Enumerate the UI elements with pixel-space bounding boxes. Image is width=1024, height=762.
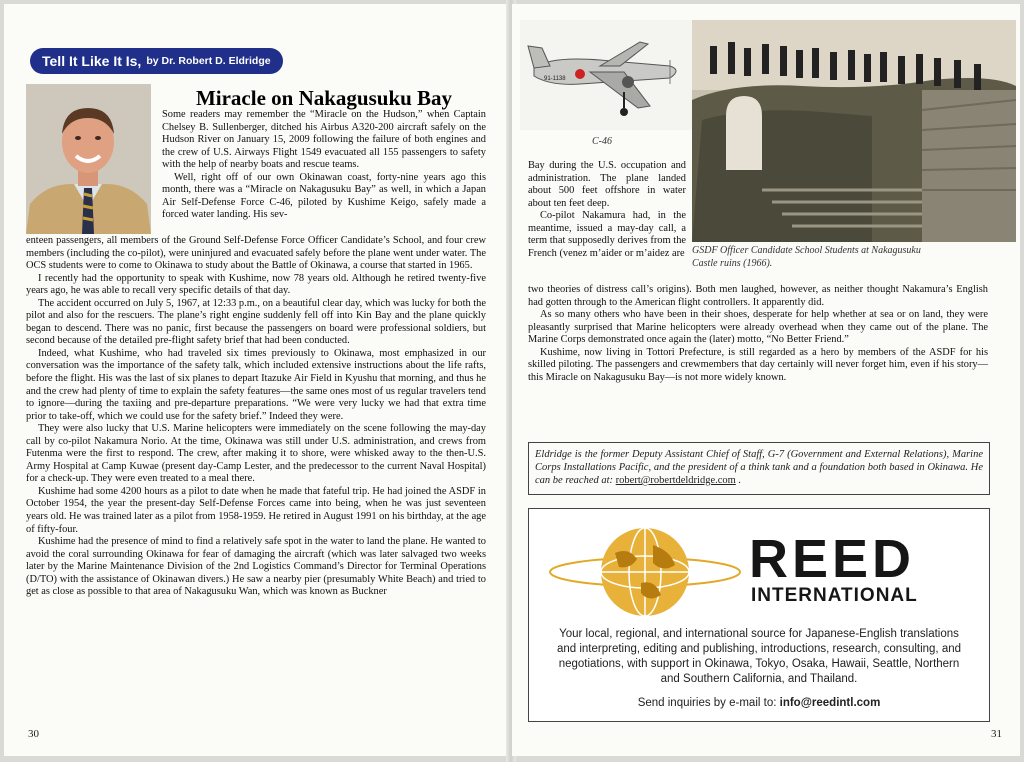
article-intro-column: [162, 109, 486, 222]
page-number: 31: [991, 728, 1002, 740]
paragraph: enteen passengers, all members of the Ground Self-Defense Force Officer Candidate’s School, and four crew members (including the co-pilot), were uninjured and evacuated safely before the plane went under water. The OCS students were to come to Okinawa to study about the Battle of Okinawa, a course that started in 1965.: [26, 235, 486, 272]
left-page: [4, 4, 510, 756]
plane-marking: 91-1138: [544, 76, 566, 82]
article-headline: Miracle on Nakagusuku Bay: [195, 86, 453, 110]
paragraph: Kushime, now living in Tottori Prefecture, is still regarded as a hero by members of the ASDF for his skilled piloting. The passengers and crewmembers that day certainly will never forget him, even if his story—this Miracle on Nakagusuku Bay—is not more widely known.: [528, 346, 988, 383]
paragraph: As so many others who have been in their shoes, desperate for help whether at sea or on land, they were pleasantly surprised that Marine helicopters were already overhead when they came out of the plane. The Marine Corps demonstrated once again the (later) motto, “No Better Friend.”: [528, 309, 988, 346]
paragraph: Well, right off of our own Okinawan coast, forty-nine years ago this month, there was a “Miracle on Nakagusuku Bay” as well, in which a Japan Air Self-Defense Force C-46, piloted by Kushime Keigo, safely made a forced water landing. His sev-: [162, 171, 486, 221]
paragraph: They were also lucky that U.S. Marine helicopters were immediately on the scene following the may-day call by co-pilot Nakamura Norio. At the time, Okinawa was still under U.S. administration, and crews from Futenma were the first to respond. The crew, after making it to shore, were whisked away to the then-U.S. Army Hospital at Camp Kuwae (present day-Camp Lester, and the predecessor to the current Naval Hospital) for a check-up. They were even treated to a meal there.: [26, 423, 486, 485]
ad-inquiry: [529, 697, 989, 709]
ad-logo-word: REED: [749, 529, 916, 589]
paragraph: Indeed, what Kushime, who had traveled six times previously to Okinawa, most emphasized in our conversation was the importance of the safety talk, which included extensive instructions about the life rafts, before the flight. His was the last of six planes to depart Itazuke Air Field in Kyushu that morning, and thus he and the crew had plenty of time to explain the safety features—the same ones most of us regular travelers tend to ignore—during the taxiing and pre-departure preparations. “We were very lucky we had that extra time prior to take-off, which we could use for the safety brief.” Indeed they were.: [26, 347, 486, 422]
paragraph: Co-pilot Nakamura had, in the meantime, issued a may-day call, a term that supposedly derives from the French (venez m’aider or m’aidez are: [528, 210, 686, 259]
bio-email-link[interactable]: robert@robertdeldridge.com: [615, 475, 736, 486]
ad-description: Your local, regional, and international source for Japanese-English translations and interpreting, editing and publishing, introductions, research, consulting, and negotiations, with support in Okinawa, Tokyo, Osaka, Hawaii, Seattle, Northern and Southern California, and Thailand.: [556, 628, 962, 685]
ad-inquiry-email-link[interactable]: info@reedintl.com: [779, 697, 881, 709]
paragraph: Some readers may remember the “Miracle on the Hudson,” when Captain Chelsey B. Sullenberger, ditched his Airbus A320-200 aircraft safely on the Hudson River on January 15, 2009 following the failure of both engines and the crew of U.S. Airways Flight 1549 evacuated all 155 passengers to safety with the help of nearby boats and rescue teams.: [162, 109, 486, 171]
right-page: [512, 4, 1020, 756]
paragraph: Kushime had the presence of mind to find a relatively safe spot in the water to land the plane. He wanted to avoid the coral surrounding Okinawa for fear of damaging the aircraft (which was later salvaged two weeks later by the Marine Maintenance Division of the 2nd Logistics Command’s Director for Terminal Operations (D/TO) with the assistance of Okinawan divers.) He saw a nearby pier (presumably White Beach) and tried to get as close as possible to that area of Nakagusuku Wan, which was known as Buckner: [26, 536, 486, 598]
bio-text: Eldridge is the former Deputy Assistant Chief of Staff, G-7 (Government and External Relations), Marine Corps Installations Pacific, and the president of a think tank and a foundation both based in Okinawa. He can be reached at:: [535, 449, 983, 486]
castle-caption-line1: GSDF Officer Candidate School Students at Nakagusuku: [692, 245, 921, 256]
globe-logo-icon: [545, 517, 745, 627]
paragraph: The accident occurred on July 5, 1967, at 12:33 p.m., on a beautiful clear day, which was lucky for both the pilot and also for the rescuers. The plane’s right engine suddenly fell off into Kin Bay and the plane quickly began to descend. There was no panic, first because the passengers on board were professional soldiers, but second because of the detailed pre-flight safety brief that had been conducted.: [26, 297, 486, 347]
paragraph: Bay during the U.S. occupation and administration. The plane landed about 500 feet offshore in water about ten feet deep.: [528, 160, 686, 209]
bio-end: .: [735, 475, 742, 486]
ad-logo-sub: INTERNATIONAL: [751, 585, 918, 606]
c46-photo: [520, 20, 692, 130]
paragraph: Kushime had some 4200 hours as a pilot to date when he made that fateful trip. He had joined the ASDF in October 1954, the year the present-day Self-Defense Forces came into being, when he was just seventeen years old. He was trained later as a pilot from 1958-1959. He retired in August 1991 on his birthday, at the age of fifty-four.: [26, 485, 486, 535]
column-byline: by Dr. Robert D. Eldridge: [146, 55, 271, 67]
ad-inquiry-label: Send inquiries by e-mail to:: [637, 697, 777, 709]
column-banner: [30, 48, 283, 74]
page-number: 30: [28, 728, 39, 740]
paragraph: two theories of distress call’s origins). Both men laughed, however, as neither thought Nakamura’s English had gotten through to the American flight controllers. It apparently did.: [528, 284, 988, 308]
author-bio-box: [528, 442, 990, 495]
article-continuation: [528, 284, 988, 384]
castle-ruins-photo: [692, 20, 1016, 242]
reed-international-ad[interactable]: [528, 508, 990, 722]
castle-ruins-caption: [692, 244, 1016, 270]
castle-caption-line2: Castle ruins (1966).: [692, 258, 773, 269]
paragraph: I recently had the opportunity to speak with Kushime, now 78 years old. Although he retired twenty-five years ago, he was able to recall very specific details of that day.: [26, 272, 486, 297]
narrow-column: [528, 160, 686, 260]
article-body: [26, 235, 486, 599]
c46-caption: C-46: [592, 136, 612, 147]
column-name: Tell It Like It Is,: [42, 53, 142, 69]
author-portrait: [26, 84, 151, 234]
